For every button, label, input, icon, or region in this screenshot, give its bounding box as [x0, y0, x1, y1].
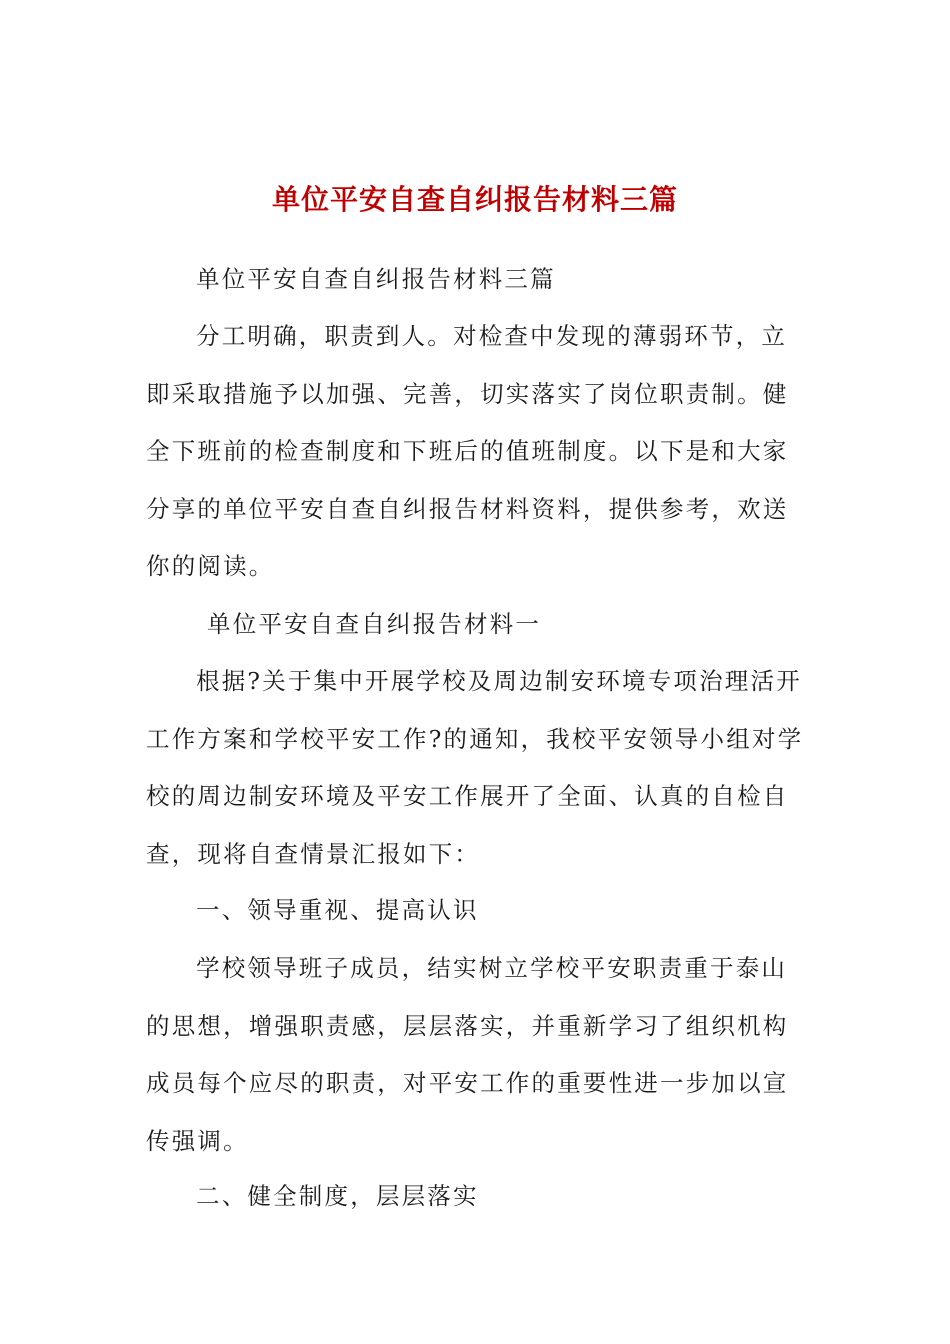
section-paragraph: 学校领导班子成员，结实树立学校平安职责重于泰山的思想，增强职责感，层层落实，并重新学习了组织机构成员每个应尽的职责，对平安工作的重要性进一步加以宣传强调。	[146, 954, 789, 1155]
intro-paragraph: 分工明确，职责到人。对检查中发现的薄弱环节，立即采取措施予以加强、完善，切实落实了岗位职责制。健全下班前的检查制度和下班后的值班制度。以下是和大家分享的单位平安自查自纠报告材料资料，提供参考，欢送你的阅读。	[146, 322, 789, 580]
section-heading: 一、领导重视、提高认识	[196, 896, 479, 924]
document-title: 单位平安自查自纠报告材料三篇	[271, 183, 678, 216]
section-title: 单位平安自查自纠报告材料一	[207, 610, 542, 638]
document-subtitle: 单位平安自查自纠报告材料三篇	[196, 265, 556, 293]
section-heading: 二、健全制度，层层落实	[196, 1182, 479, 1210]
section-paragraph: 根据?关于集中开展学校及周边制安环境专项治理活开工作方案和学校平安工作?的通知，我校平安领导小组对学校的周边制安环境及平安工作展开了全面、认真的自检自查，现将自查情景汇报如下：	[146, 667, 804, 868]
